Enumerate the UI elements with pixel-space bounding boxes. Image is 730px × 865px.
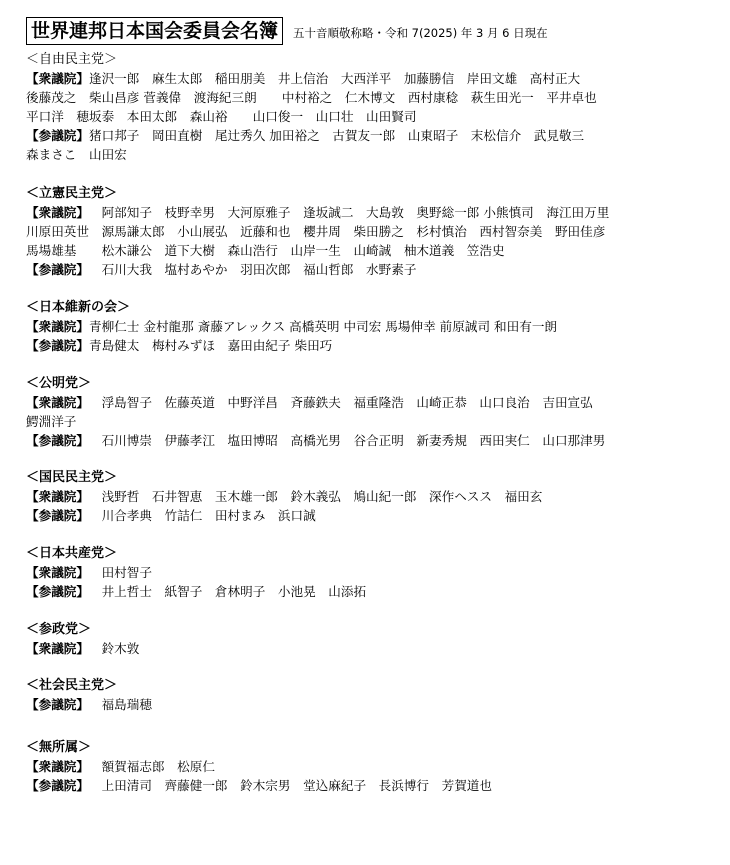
member-names: 逢沢一郎 麻生太郎 稲田朋美 井上信治 大西洋平 加藤勝信 岸田文雄 高村正大: [88, 71, 581, 86]
member-names: 森まさこ 山田宏: [26, 147, 127, 162]
party-name: ＜自由民主党＞: [26, 52, 118, 67]
party-name: ＜社会民主党＞: [26, 678, 118, 693]
member-names: 田村智子: [88, 565, 152, 580]
member-row: [26, 317, 726, 336]
header: [26, 16, 726, 46]
member-names: 青柳仁士 金村龍那 斎藤アレックス 高橋英明 中司宏 馬場伸幸 前原誠司 和田有一朗: [88, 319, 558, 334]
party-section: [26, 50, 726, 164]
page-title: 世界連邦日本国会委員会名簿: [26, 17, 283, 45]
party-section: [26, 676, 726, 714]
member-names: 福島瑞穂: [88, 697, 152, 712]
house-label: 【衆議院】: [26, 759, 89, 774]
member-names: 鈴木敦: [88, 641, 140, 656]
member-names: 石川大我 塩村あやか 羽田次郎 福山哲郎 水野素子: [88, 262, 417, 277]
member-row: [26, 393, 726, 412]
member-names: 後藤茂之 柴山昌彦 菅義偉 渡海紀三朗 中村裕之 仁木博文 西村康稔 萩生田光一 平井卓也: [26, 90, 597, 105]
party-section: [26, 468, 726, 525]
party-section: [26, 374, 726, 450]
member-names: 川合孝典 竹詰仁 田村まみ 浜口誠: [88, 508, 316, 523]
party-name: ＜立憲民主党＞: [26, 186, 118, 201]
house-label: 【衆議院】: [26, 395, 89, 410]
member-row: [26, 776, 726, 795]
party-list: [26, 50, 726, 795]
house-label: 【衆議院】: [26, 71, 89, 86]
party-section: [26, 544, 726, 601]
member-row: [26, 336, 726, 355]
member-names: 猪口邦子 岡田直樹 尾辻秀久 加田裕之 古賀友一郎 山東昭子 末松信介 武見敬三: [88, 128, 585, 143]
member-list-page: [26, 16, 726, 795]
page-subtitle: 五十音順敬称略・令和 7(2025) 年 3 月 6 日現在: [293, 26, 548, 40]
member-row: [26, 563, 726, 582]
party-name: ＜日本共産党＞: [26, 546, 118, 561]
house-label: 【参議院】: [26, 697, 89, 712]
member-names: 青島健太 梅村みずほ 嘉田由紀子 柴田巧: [88, 338, 333, 353]
house-label: 【参議院】: [26, 778, 89, 793]
party-section: [26, 298, 726, 355]
member-row: [26, 757, 726, 776]
member-names: 鰐淵洋子: [26, 414, 77, 429]
member-names: 浅野哲 石井智恵 玉木雄一郎 鈴木義弘 鳩山紀一郎 深作ヘスス 福田玄: [88, 489, 543, 504]
member-row: [26, 203, 726, 222]
party-section: [26, 184, 726, 279]
house-label: 【衆議院】: [26, 641, 89, 656]
member-row: [26, 145, 726, 164]
member-row: [26, 107, 726, 126]
house-label: 【参議院】: [26, 128, 89, 143]
member-row: [26, 88, 726, 107]
member-names: 馬場雄基 松木謙公 道下大樹 森山浩行 山岸一生 山崎誠 柚木道義 笠浩史: [26, 243, 505, 258]
member-row: [26, 695, 726, 714]
house-label: 【衆議院】: [26, 565, 89, 580]
member-row: [26, 639, 726, 658]
member-row: [26, 126, 726, 145]
house-label: 【参議院】: [26, 338, 89, 353]
party-name: ＜公明党＞: [26, 376, 92, 391]
member-row: [26, 260, 726, 279]
member-row: [26, 412, 726, 431]
party-section: [26, 738, 726, 795]
member-row: [26, 222, 726, 241]
party-name: ＜参政党＞: [26, 622, 92, 637]
member-names: 井上哲士 紙智子 倉林明子 小池晃 山添拓: [88, 584, 367, 599]
member-names: 阿部知子 枝野幸男 大河原雅子 逢坂誠二 大島敦 奥野総一郎 小熊慎司 海江田万里: [88, 205, 610, 220]
house-label: 【衆議院】: [26, 319, 89, 334]
party-name: ＜国民民主党＞: [26, 470, 118, 485]
party-name: ＜日本維新の会＞: [26, 300, 131, 315]
party-section: [26, 620, 726, 658]
member-names: 平口洋 穂坂泰 本田太郎 森山裕 山口俊一 山口壮 山田賢司: [26, 109, 417, 124]
member-row: [26, 241, 726, 260]
house-label: 【参議院】: [26, 262, 89, 277]
member-row: [26, 582, 726, 601]
member-names: 浮島智子 佐藤英道 中野洋昌 斉藤鉄夫 福重隆浩 山崎正恭 山口良治 吉田宣弘: [88, 395, 593, 410]
party-name: ＜無所属＞: [26, 740, 92, 755]
member-names: 上田清司 齊藤健一郎 鈴木宗男 堂込麻紀子 長浜博行 芳賀道也: [88, 778, 492, 793]
house-label: 【参議院】: [26, 508, 89, 523]
member-row: [26, 69, 726, 88]
member-row: [26, 431, 726, 450]
member-names: 川原田英世 源馬謙太郎 小山展弘 近藤和也 櫻井周 柴田勝之 杉村慎治 西村智奈美 野田佳彦: [26, 224, 606, 239]
house-label: 【参議院】: [26, 584, 89, 599]
house-label: 【参議院】: [26, 433, 89, 448]
house-label: 【衆議院】: [26, 489, 89, 504]
member-names: 石川博崇 伊藤孝江 塩田博昭 高橋光男 谷合正明 新妻秀規 西田実仁 山口那津男: [88, 433, 606, 448]
member-row: [26, 487, 726, 506]
house-label: 【衆議院】: [26, 205, 89, 220]
member-row: [26, 506, 726, 525]
member-names: 額賀福志郎 松原仁: [88, 759, 215, 774]
